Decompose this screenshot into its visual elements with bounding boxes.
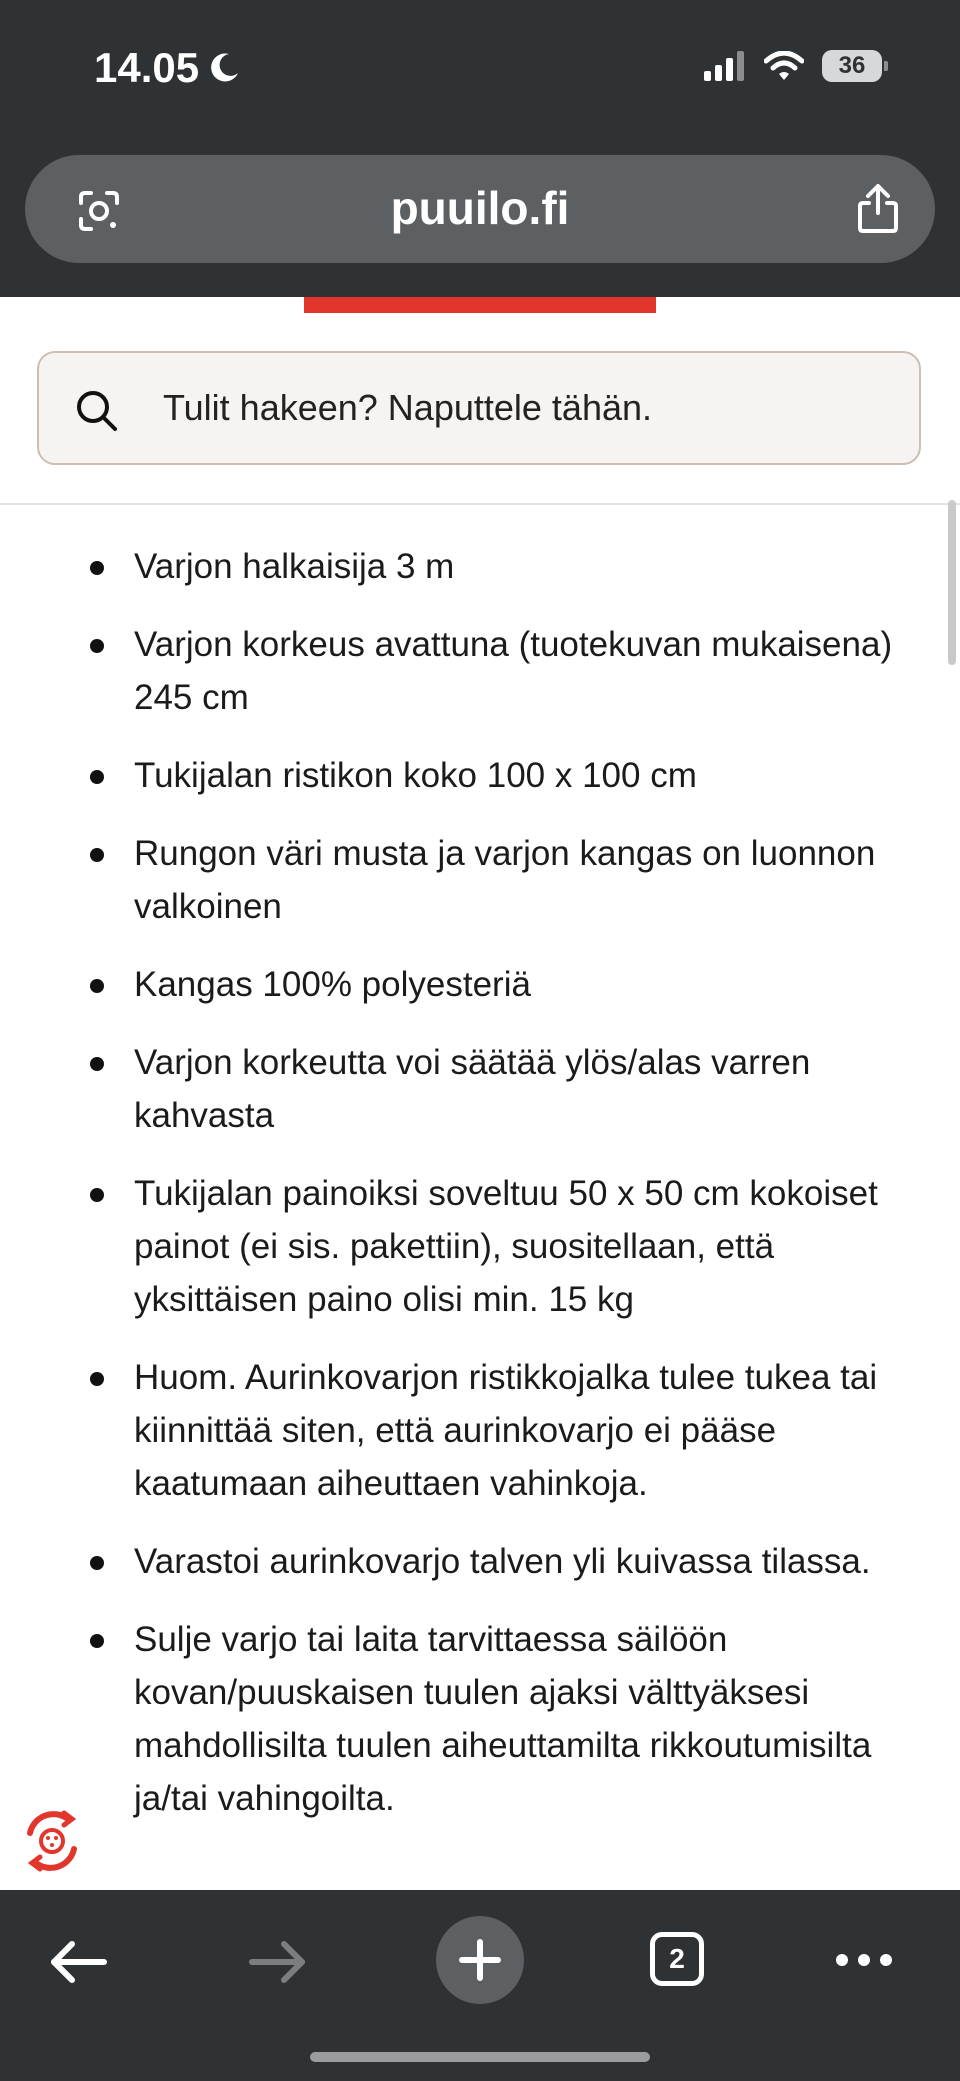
scrollbar[interactable] <box>948 500 956 665</box>
list-item: Tukijalan ristikon koko 100 x 100 cm <box>80 749 910 802</box>
new-tab-button[interactable] <box>436 1916 524 2004</box>
search-placeholder[interactable]: Tulit hakeen? Naputtele tähän. <box>163 387 653 428</box>
forward-arrow-icon[interactable] <box>248 1940 308 1984</box>
status-time-text: 14.05 <box>94 44 200 91</box>
url-text[interactable]: puuilo.fi <box>390 182 570 234</box>
brand-strip <box>304 297 656 313</box>
list-item: Rungon väri musta ja varjon kangas on luonnon valkoinen <box>80 827 910 933</box>
battery-indicator <box>822 50 882 82</box>
status-time <box>94 44 241 92</box>
tabs-icon: 2 <box>669 1943 685 1974</box>
status-and-address-bar <box>0 0 960 297</box>
recycle-badge-icon[interactable] <box>16 1805 88 1877</box>
list-item: Kangas 100% polyesteriä <box>80 958 910 1011</box>
site-search-bar[interactable] <box>37 351 921 465</box>
list-item: Sulje varjo tai laita tarvittaessa säilöön kovan/puuskaisen tuulen ajaksi välttyäksesi mahdollisilta tuulen aiheuttamilta rikkoutumisilta ja/tai vahingoilta. <box>80 1613 910 1825</box>
header-divider <box>0 503 960 505</box>
home-indicator <box>310 2052 650 2062</box>
list-item: Varastoi aurinkovarjo talven yli kuivassa tilassa. <box>80 1535 910 1588</box>
more-icon[interactable] <box>834 1950 894 1970</box>
list-item: Varjon korkeus avattuna (tuotekuvan mukaisena) 245 cm <box>80 618 910 724</box>
status-icons <box>704 50 882 82</box>
search-icon <box>75 389 119 433</box>
list-item: Tukijalan painoiksi soveltuu 50 x 50 cm kokoiset painot (ei sis. pakettiin), suositellaan, että yksittäisen paino olisi min. 15 kg <box>80 1167 910 1326</box>
tabs-button[interactable] <box>650 1932 704 1986</box>
list-item: Varjon halkaisija 3 m <box>80 540 910 593</box>
battery-level: 36 <box>838 52 866 79</box>
list-item: Varjon korkeutta voi säätää ylös/alas varren kahvasta <box>80 1036 910 1142</box>
list-item: Huom. Aurinkovarjon ristikkojalka tulee tukea tai kiinnittää siten, että aurinkovarjo ei pääse kaatumaan aiheuttaen vahinkoja. <box>80 1351 910 1510</box>
back-arrow-icon[interactable] <box>48 1940 108 1984</box>
product-spec-list <box>80 540 910 1850</box>
browser-toolbar <box>0 1890 960 2081</box>
wifi-icon <box>764 51 804 81</box>
signal-icon <box>704 51 746 81</box>
address-bar[interactable] <box>25 155 935 263</box>
plus-icon <box>458 1938 502 1982</box>
share-icon[interactable] <box>855 183 901 235</box>
moon-icon <box>207 51 241 85</box>
